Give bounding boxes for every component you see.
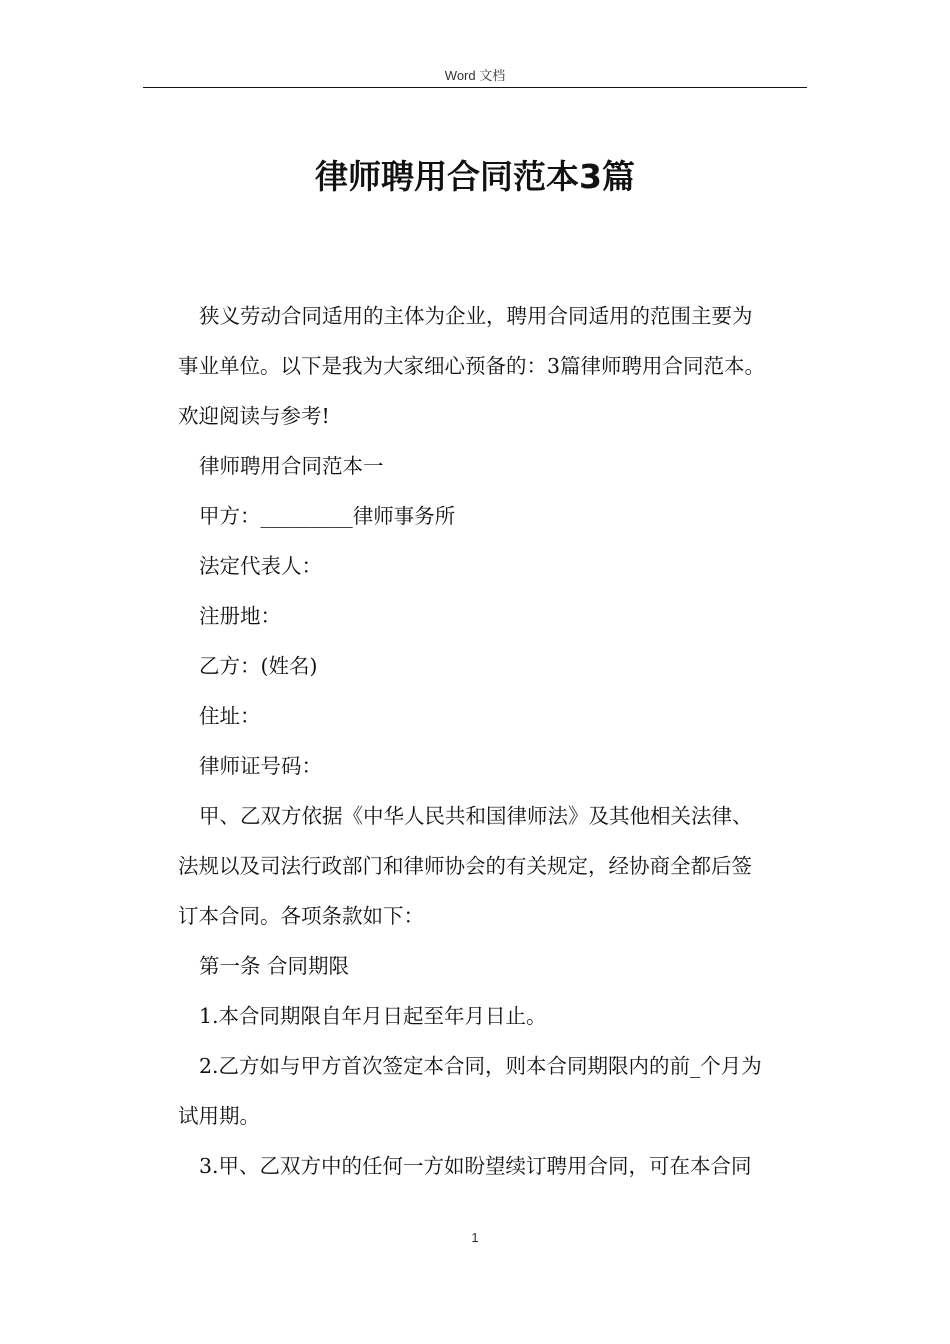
paragraph-line: 1.本合同期限自年月日起至年月日止。 xyxy=(199,1004,547,1028)
paragraph-line: 法定代表人： xyxy=(199,554,322,578)
paragraph-line: 住址： xyxy=(199,704,261,728)
paragraph-line: 3.甲、乙双方中的任何一方如盼望续订聘用合同，可在本合同 xyxy=(199,1154,752,1178)
paragraph-line: 订本合同。各项条款如下： xyxy=(178,904,424,928)
paragraph-line: 律师证号码： xyxy=(199,754,322,778)
paragraph-line: 律师聘用合同范本一 xyxy=(199,454,384,478)
page-header: Word 文档 xyxy=(444,68,506,83)
header-divider xyxy=(143,87,807,88)
paragraph-line: 事业单位。以下是我为大家细心预备的：3篇律师聘用合同范本。 xyxy=(178,354,766,378)
paragraph-line: 乙方：(姓名) xyxy=(199,654,318,678)
paragraph-line: 2.乙方如与甲方首次签定本合同，则本合同期限内的前_个月为 xyxy=(199,1054,762,1078)
paragraph-line: 法规以及司法行政部门和律师协会的有关规定，经协商全都后签 xyxy=(178,854,752,878)
document-body xyxy=(178,291,810,1191)
paragraph-line: 甲方：_________律师事务所 xyxy=(199,504,456,528)
paragraph-line: 甲、乙双方依据《中华人民共和国律师法》及其他相关法律、 xyxy=(199,804,753,828)
document-title: 律师聘用合同范本3篇 xyxy=(315,157,635,196)
paragraph-line: 试用期。 xyxy=(178,1104,260,1128)
paragraph-line: 注册地： xyxy=(199,604,281,628)
paragraph-line: 第一条 合同期限 xyxy=(199,954,350,978)
page-number: 1 xyxy=(471,1230,479,1245)
paragraph-line: 狭义劳动合同适用的主体为企业，聘用合同适用的范围主要为 xyxy=(199,304,753,328)
paragraph-line: 欢迎阅读与参考! xyxy=(178,404,330,428)
